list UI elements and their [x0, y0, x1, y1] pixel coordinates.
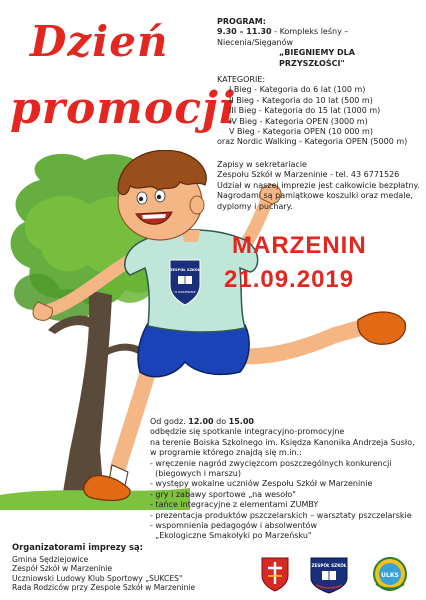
title-line2: promocji	[10, 83, 237, 134]
event-place: MARZENIN	[232, 232, 367, 259]
registration-line: Nagrodami są pamiątkowe koszulki oraz medale,	[217, 191, 413, 201]
afternoon-item: „Ekologiczne Smakołyki po Marzeńsku"	[150, 531, 312, 541]
school-logo-icon	[308, 556, 350, 594]
category-item: III Bieg - Kategoria do 15 lat (1000 m)	[229, 106, 381, 116]
afternoon-item: - występy wokalne uczniów Zespołu Szkół w Marzeninie	[150, 479, 373, 489]
category-item: I Bieg - Kategoria do 6 lat (100 m)	[229, 85, 366, 95]
afternoon-item: - wspomnienia pedagogów i absolwentów	[150, 521, 318, 531]
club-logo-icon	[370, 556, 410, 592]
school-logo-text: ZESPÓŁ SZKÓŁ	[311, 563, 347, 568]
registration-line: Zapisy w sekretariacie	[217, 159, 307, 169]
afternoon-to: 15.00	[228, 417, 254, 426]
afternoon-line: na terenie Boiska Szkolnego im. Księdza Kanonika Andrzeja Susło,	[150, 437, 415, 447]
program-route: - Kompleks leśny – Niecenia/Sięganów	[217, 27, 349, 47]
afternoon-from-label: Od godz.	[150, 417, 189, 426]
organizer-item: Zespół Szkół w Marzeninie	[12, 564, 113, 574]
shirt-badge-bottom: W MARZENINIE	[174, 290, 196, 294]
event-date: 21.09.2019	[224, 266, 355, 293]
program-heading: PROGRAM:	[217, 17, 266, 26]
afternoon-item: - prezentacja produktów pszczelarskich – warsztaty pszczelarskie	[150, 510, 412, 520]
afternoon-item: - gry i zabawy sportowe „na wesoło"	[150, 489, 296, 499]
category-item: II Bieg - Kategoria do 10 lat (500 m)	[229, 95, 373, 105]
organizer-item: Uczniowski Ludowy Klub Sportowy „SUKCES"	[12, 573, 183, 583]
program-line	[217, 27, 422, 48]
registration-line: Udział w naszej imprezie jest całkowicie bezpłatny.	[217, 180, 420, 190]
registration-line: dyplomy i puchary.	[217, 201, 293, 211]
program-block	[217, 17, 422, 212]
afternoon-from: 12.00	[188, 417, 214, 426]
program-slogan: „BIEGNIEMY DLA PRZYSZŁOŚCI"	[279, 48, 355, 68]
club-logo-text: ULKS	[381, 572, 399, 579]
categories-list	[217, 85, 422, 137]
afternoon-item: - wręczenie nagród zwycięzcom poszczególnych konkurencji	[150, 458, 392, 468]
organizer-item: Rada Rodziców przy Zespole Szkół w Marzeninie	[12, 583, 196, 593]
registration-block	[217, 160, 422, 212]
afternoon-time	[150, 417, 422, 427]
category-item: V Bieg - Kategoria OPEN (10 000 m)	[229, 127, 373, 137]
afternoon-line: odbędzie się spotkanie integracyjno-promocyjne	[150, 427, 345, 437]
shirt-badge-top: ZESPÓŁ SZKÓŁ	[169, 268, 201, 272]
afternoon-item: (biegowych i marszu)	[150, 469, 241, 479]
afternoon-line: w programie którego znajdą się m.in.:	[150, 448, 302, 458]
title-line1: Dzień	[30, 17, 169, 66]
afternoon-block	[150, 417, 422, 542]
program-time: 9.30 – 11.30	[217, 27, 272, 37]
organizers-block	[12, 543, 232, 593]
nordic-walking: oraz Nordic Walking - Kategoria OPEN (5000 m)	[217, 137, 408, 147]
afternoon-item: - tańce integracyjne z elementami ZUMBY	[150, 500, 319, 510]
gmina-coat-of-arms-icon	[260, 556, 290, 592]
afternoon-to-label: do	[213, 417, 229, 426]
categories-heading: KATEGORIE:	[217, 75, 266, 85]
category-item: IV Bieg - Kategoria OPEN (3000 m)	[229, 116, 368, 126]
organizers-heading: Organizatorami imprezy są:	[12, 542, 143, 552]
organizer-item: Gmina Sędziejowice	[12, 554, 89, 564]
registration-line: Zespołu Szkół w Marzeninie - tel. 43 6771526	[217, 170, 400, 180]
